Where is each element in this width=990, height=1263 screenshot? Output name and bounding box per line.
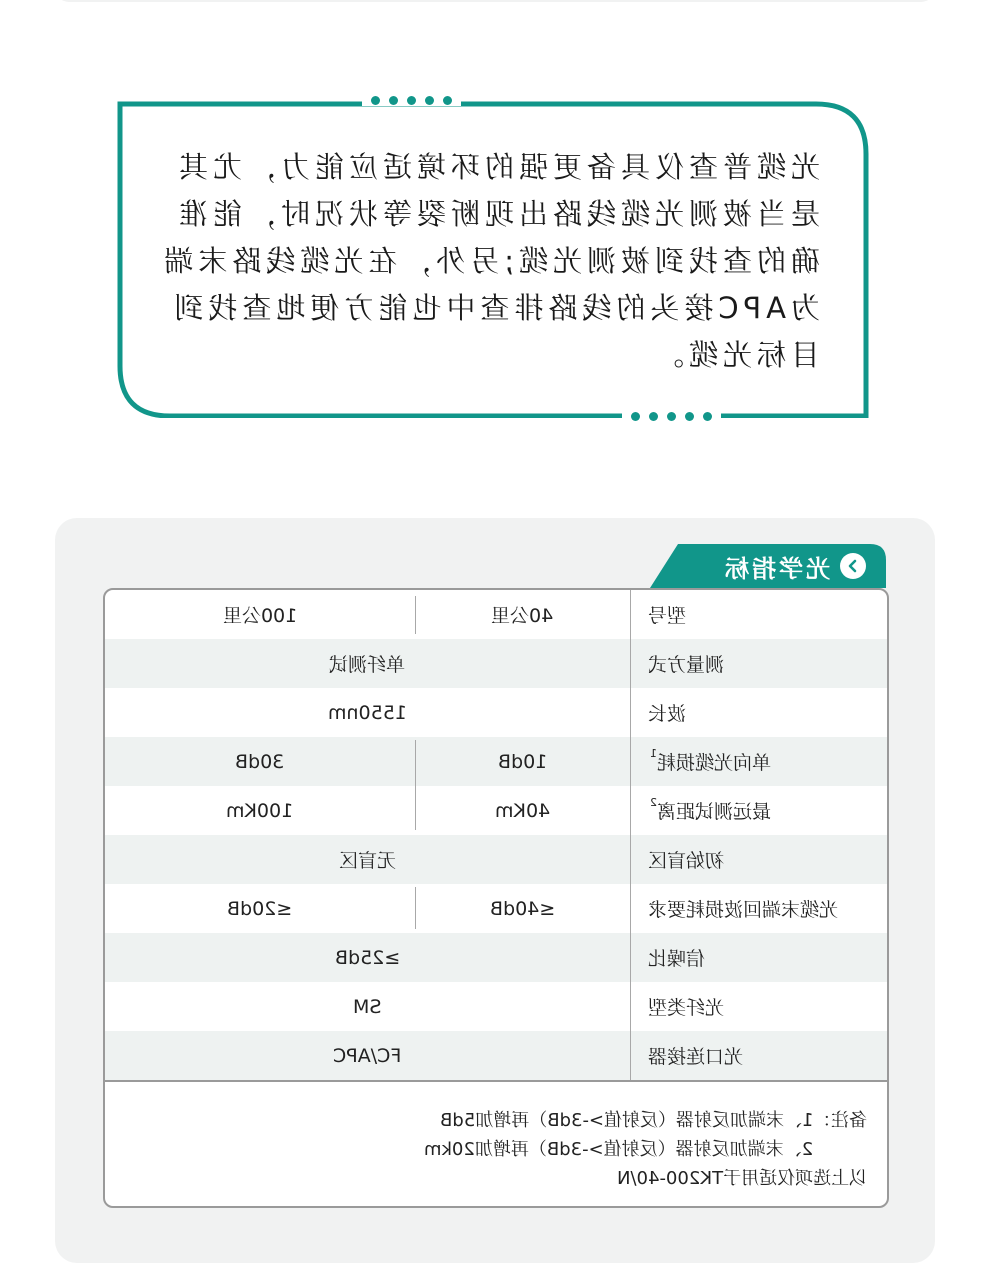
chevron-right-circle-icon bbox=[840, 553, 866, 579]
row-value: 单纤测试 bbox=[329, 654, 406, 676]
description-line: 是当被测光缆线路出现断裂等状况时，能准 bbox=[173, 197, 820, 231]
row-value-40km: 10dB bbox=[497, 750, 548, 773]
description-line: 为APC接头的线路排查中也能方便地查找到 bbox=[169, 291, 820, 325]
row-label: 光口连接器 bbox=[648, 1046, 744, 1068]
column-divider bbox=[415, 596, 416, 634]
row-value-40km: ≤40dB bbox=[489, 897, 556, 920]
notes-prefix: 备注： bbox=[813, 1110, 867, 1131]
top-panel-edge bbox=[55, 0, 935, 2]
table-row bbox=[105, 688, 887, 737]
description-text bbox=[159, 144, 820, 379]
table-header-row bbox=[105, 590, 887, 639]
dots-decoration-top bbox=[362, 94, 461, 106]
table-row bbox=[105, 884, 887, 933]
column-divider bbox=[630, 590, 631, 1080]
dots-decoration-bottom bbox=[622, 410, 721, 422]
table-row bbox=[105, 835, 887, 884]
footnote-marker: 2 bbox=[650, 796, 657, 809]
table-row bbox=[105, 933, 887, 982]
note-line: 1、末端加反射器（反射值>-3dB）再增加5dB bbox=[439, 1110, 813, 1131]
note-line: 2、末端加反射器（反射值>-3dB）再增加20km bbox=[423, 1139, 813, 1160]
table-row bbox=[105, 737, 887, 786]
column-divider bbox=[415, 740, 416, 830]
row-value-100km: 30dB bbox=[235, 750, 285, 773]
row-label: 最远测试距离 bbox=[657, 801, 772, 823]
description-card bbox=[116, 100, 870, 418]
header-label: 型号 bbox=[648, 605, 687, 627]
row-value-100km: 100Km bbox=[226, 799, 294, 822]
row-label: 光纤类型 bbox=[648, 997, 725, 1019]
row-value: ≥25dB bbox=[334, 946, 401, 969]
optical-spec-panel bbox=[55, 518, 935, 1263]
row-label: 波长 bbox=[648, 703, 687, 725]
row-label: 光缆末端回波损耗要求 bbox=[648, 899, 839, 921]
description-line: 确的查找到被测光缆;另外，在光缆线路末端 bbox=[159, 244, 820, 278]
row-value-40km: 40Km bbox=[494, 799, 551, 822]
footnote-marker: 1 bbox=[650, 747, 657, 760]
table-row bbox=[105, 1031, 887, 1080]
row-value-100km: ≤20dB bbox=[227, 897, 293, 920]
row-label: 测量方式 bbox=[648, 654, 725, 676]
row-label: 单向光缆损耗 bbox=[657, 752, 772, 774]
table-notes bbox=[105, 1092, 887, 1206]
model-40km-header: 40公里 bbox=[491, 605, 554, 627]
description-line: 光缆普查仪具备更强的环境适应能力，尤其 bbox=[173, 150, 820, 184]
row-value: FC/APC bbox=[333, 1044, 402, 1067]
section-title: 光学指标 bbox=[722, 554, 830, 583]
row-label: 信噪比 bbox=[648, 948, 706, 970]
table-row bbox=[105, 786, 887, 835]
column-divider bbox=[415, 887, 416, 929]
row-value: 1550nm bbox=[328, 701, 407, 724]
notes-divider bbox=[105, 1080, 887, 1082]
description-line: 目标光缆。 bbox=[649, 338, 820, 372]
row-value: SM bbox=[353, 995, 382, 1018]
row-value: 无盲区 bbox=[338, 850, 396, 872]
table-row bbox=[105, 639, 887, 688]
spec-table bbox=[103, 588, 889, 1208]
model-100km-header: 100公里 bbox=[222, 605, 298, 627]
table-row bbox=[105, 982, 887, 1031]
row-label: 初始盲区 bbox=[648, 850, 725, 872]
note-line: 以上选项仅适用于TK200-40/N bbox=[616, 1168, 867, 1189]
section-tab bbox=[650, 544, 886, 588]
